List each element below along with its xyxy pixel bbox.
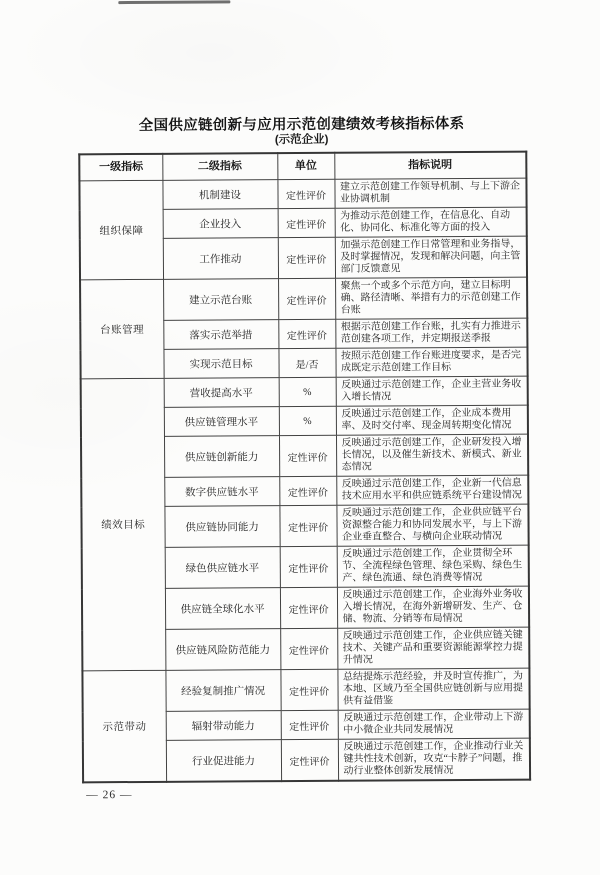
- unit-cell: 定性评价: [281, 739, 338, 781]
- document-title: 全国供应链创新与应用示范创建绩效考核指标体系: [138, 115, 465, 134]
- table-row: [80, 277, 527, 321]
- table-row: [81, 376, 528, 408]
- description-cell: 按照示范创建工作台账进度要求，是否完成既定示范创建工作目标: [335, 347, 527, 377]
- table-row: [82, 668, 529, 712]
- level1-indicator-cell: 示范带动: [82, 670, 166, 782]
- unit-cell: 定性评价: [279, 505, 336, 546]
- unit-cell: 定性评价: [280, 546, 337, 587]
- column-header-3: 单位: [277, 153, 334, 180]
- description-cell: 反映通过示范创建工作，企业贯彻全环节、全流程绿色管理、绿色采购、绿色生产、绿色流通、绿色消费等情况: [337, 545, 529, 587]
- description-cell: 为推动示范创建工作，在信息化、自动化、协同化、标准化等方面的投入: [335, 207, 527, 237]
- unit-cell: 定性评价: [280, 669, 337, 710]
- unit-cell: 定性评价: [278, 237, 335, 278]
- unit-cell: 定性评价: [278, 278, 335, 319]
- level2-indicator-cell: 供应链创新能力: [164, 436, 279, 478]
- level2-indicator-cell: 供应链风险防范能力: [165, 629, 280, 671]
- description-cell: 反映通过示范创建工作，企业带动上下游中小微企业共同发展情况: [338, 709, 530, 739]
- column-header-4: 指标说明: [334, 152, 526, 180]
- description-cell: 反映通过示范创建工作，企业研发投入增长情况，以及催生新技术、新模式、新业态情况: [336, 434, 528, 476]
- table-header-row: [79, 152, 526, 181]
- level2-indicator-cell: 供应链全球化水平: [165, 588, 280, 630]
- description-cell: 反映通过示范创建工作，企业主营业务收入增长情况: [336, 376, 528, 406]
- description-cell: 反映通过示范创建工作，企业供应链关键技术、关键产品和重要资源能源掌控力提升情况: [337, 627, 529, 669]
- level2-indicator-cell: 落实示范举措: [163, 320, 278, 350]
- unit-cell: %: [279, 377, 336, 406]
- description-cell: 总结提炼示范经验，并及时宣传推广，为本地、区域乃至全国供应链创新与应用提供有益借鉴: [337, 668, 529, 710]
- unit-cell: 定性评价: [281, 710, 338, 739]
- unit-cell: 定性评价: [279, 435, 336, 476]
- unit-cell: 是/否: [278, 348, 335, 377]
- unit-cell: 定性评价: [278, 208, 335, 237]
- level2-indicator-cell: 实现示范目标: [163, 349, 278, 379]
- column-header-2: 二级指标: [162, 153, 277, 180]
- unit-cell: 定性评价: [278, 319, 335, 348]
- description-cell: 反映通过示范创建工作，企业供应链平台资源整合能力和协同发展水平，与上下游企业垂直整合、与横向企业联动情况: [336, 504, 528, 546]
- level2-indicator-cell: 供应链管理水平: [164, 407, 279, 437]
- level2-indicator-cell: 建立示范台账: [163, 279, 278, 321]
- level2-indicator-cell: 营收提高水平: [164, 378, 279, 408]
- document-subtitle: (示范企业): [274, 133, 329, 147]
- level2-indicator-cell: 供应链协同能力: [164, 506, 279, 548]
- unit-cell: 定性评价: [277, 179, 334, 208]
- level1-indicator-cell: 台账管理: [80, 279, 164, 379]
- description-cell: 加强示范创建工作日常管理和业务指导，及时掌握情况，发现和解决问题，向主管部门反馈意见: [335, 236, 527, 278]
- unit-cell: 定性评价: [280, 587, 337, 628]
- scan-artifact-mark: [118, 0, 230, 4]
- level1-indicator-cell: 组织保障: [79, 180, 163, 280]
- level2-indicator-cell: 行业促进能力: [166, 740, 281, 782]
- level2-indicator-cell: 企业投入: [163, 209, 278, 239]
- assessment-indicator-table: [78, 151, 531, 784]
- description-cell: 反映通过示范创建工作，企业成本费用率、及时交付率、现金周转期变化情况: [336, 405, 528, 435]
- page-number: — 26 —: [86, 789, 133, 802]
- unit-cell: 定性评价: [280, 628, 337, 669]
- unit-cell: %: [279, 406, 336, 435]
- level1-indicator-cell: 绩效目标: [81, 378, 166, 671]
- table-row: [79, 178, 526, 210]
- level2-indicator-cell: 辐射带动能力: [166, 711, 281, 741]
- description-cell: 根据示范创建工作台账，扎实有力推进示范创建各项工作，并定期报送季报: [335, 318, 527, 348]
- description-cell: 聚焦一个或多个示范方向，建立目标明确、路径清晰、举措有力的示范创建工作台账: [335, 277, 527, 319]
- level2-indicator-cell: 机制建设: [162, 180, 277, 210]
- level2-indicator-cell: 工作推动: [163, 238, 278, 280]
- unit-cell: 定性评价: [279, 476, 336, 505]
- description-cell: 反映通过示范创建工作，企业新一代信息技术应用水平和供应链系统平台建设情况: [336, 475, 528, 505]
- level2-indicator-cell: 经验复制推广情况: [165, 670, 280, 712]
- level2-indicator-cell: 数字供应链水平: [164, 477, 279, 507]
- description-cell: 反映通过示范创建工作，企业海外业务收入增长情况，在海外新增研发、生产、仓储、物流、分销等布局情况: [337, 586, 529, 628]
- column-header-1: 一级指标: [79, 154, 162, 181]
- description-cell: 建立示范创建工作领导机制、与上下游企业协调机制: [334, 178, 526, 208]
- description-cell: 反映通过示范创建工作，企业推动行业关键共性技术创新，攻克“卡脖子”问题，推动行业整体创新发展情况: [338, 738, 530, 781]
- level2-indicator-cell: 绿色供应链水平: [165, 547, 280, 589]
